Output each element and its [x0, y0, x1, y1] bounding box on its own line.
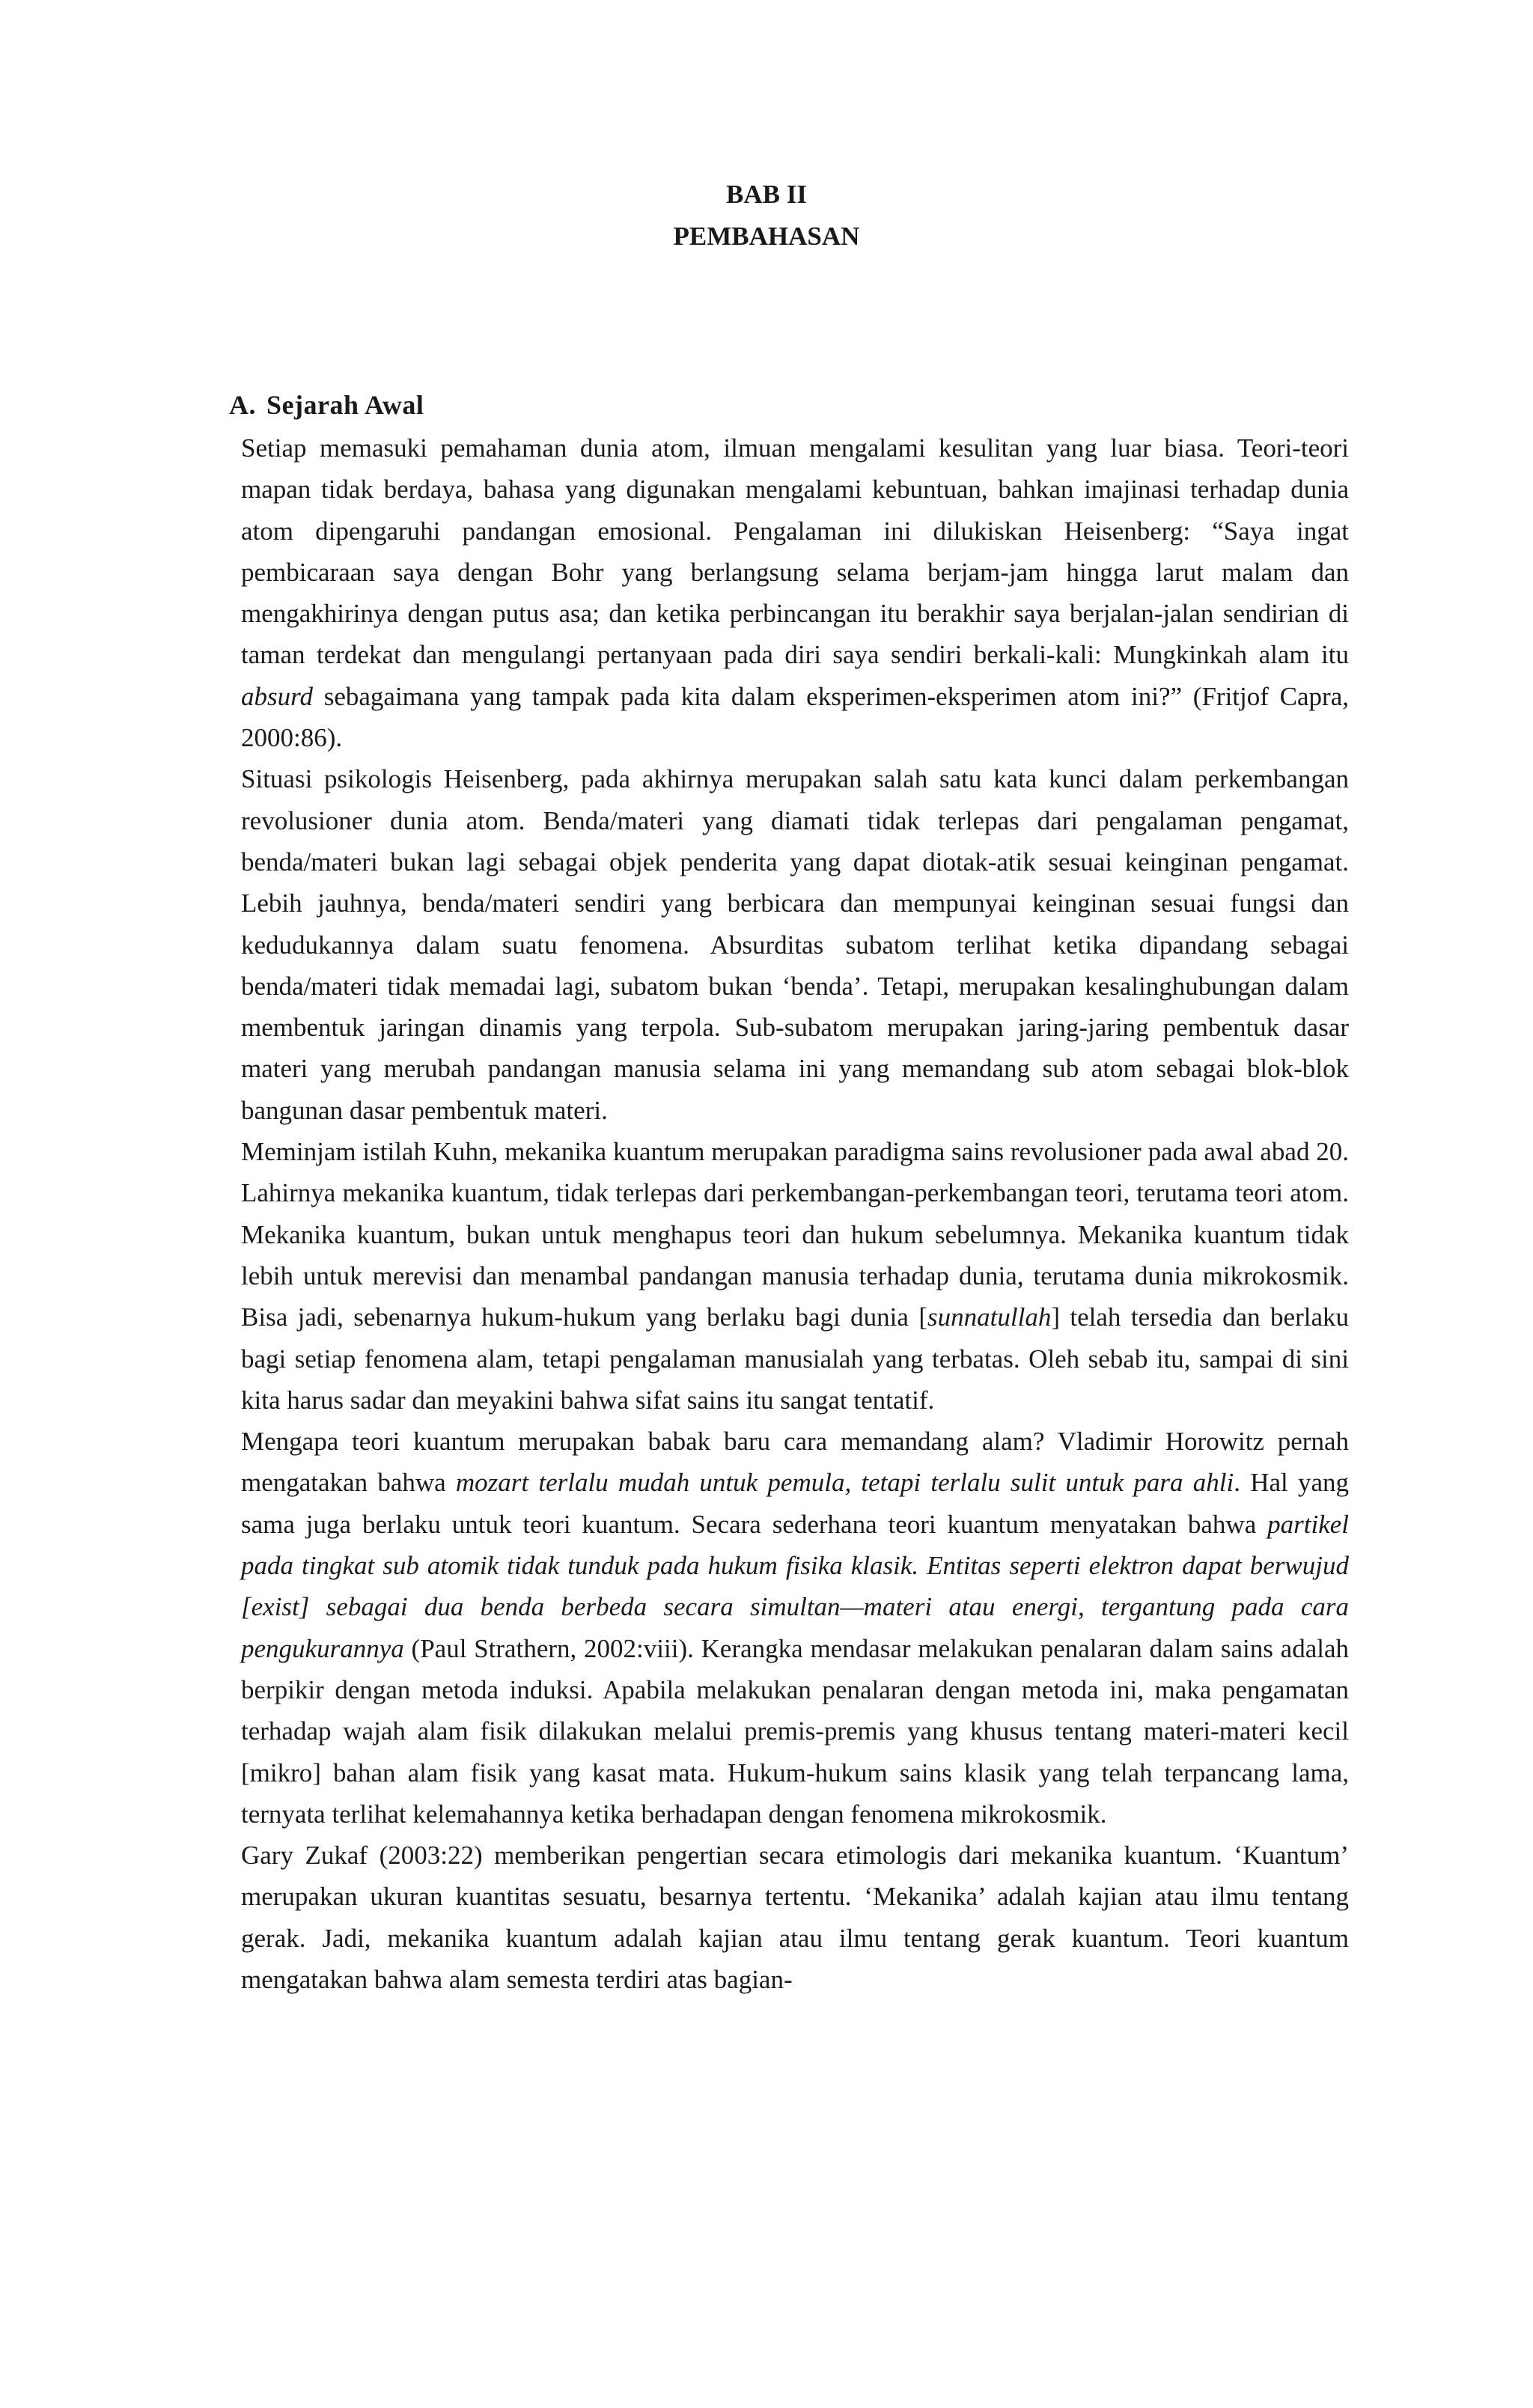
paragraph: [241, 427, 1349, 758]
paragraph-text: . Hal yang sama juga berlaku untuk teori kuantum. Secara sederhana teori kuantum menyatakan bahwa: [241, 1468, 1349, 1539]
paragraph: [241, 1131, 1349, 1421]
chapter-heading: [0, 174, 1533, 257]
section-letter: A.: [229, 390, 256, 420]
paragraph: [241, 758, 1349, 1131]
paragraph-text: Mengapa teori kuantum merupakan babak baru cara memandang alam? Vladimir Horowitz pernah mengatakan bahwa: [241, 1427, 1349, 1498]
paragraph-text: ] telah tersedia dan berlaku bagi setiap fenomena alam, tetapi pengalaman manusialah yang terbatas. Oleh sebab itu, sampai di sini kita harus sadar dan meyakini bahwa sifat sains itu sangat tentatif.: [241, 1302, 1350, 1415]
section-title: Sejarah Awal: [266, 390, 424, 420]
paragraph: [241, 1835, 1349, 2000]
chapter-title: PEMBAHASAN: [673, 222, 860, 251]
paragraph-text: (Paul Strathern, 2002:viii). Kerangka mendasar melakukan penalaran dalam sains adalah berpikir dengan metoda induksi. Apabila melakukan penalaran dengan metoda ini, maka pengamatan terhadap wajah alam fisik dilakukan melalui premis-premis yang khusus tentang materi-materi kecil [mikro] bahan alam fisik yang kasat mata. Hukum-hukum sains klasik yang telah terpancang lama, ternyata terlihat kelemahannya ketika berhadapan dengan fenomena mikrokosmik.: [241, 1633, 1349, 1829]
paragraph: [241, 1421, 1349, 1835]
paragraph-text: Situasi psikologis Heisenberg, pada akhirnya merupakan salah satu kata kunci dalam perkembangan revolusioner dunia atom. Benda/materi yang diamati tidak terlepas dari pengalaman pengamat, benda/materi bukan lagi sebagai objek penderita yang dapat diotak-atik sesuai keinginan pengamat. Lebih jauhnya, benda/materi sendiri yang berbicara dan mempunyai keinginan sesuai fungsi dan kedudukannya dalam suatu fenomena. Absurditas subatom terlihat ketika dipandang sebagai benda/materi tidak memadai lagi, subatom bukan ‘benda’. Tetapi, merupakan kesalinghubungan dalam membentuk jaringan dinamis yang terpola. Sub-subatom merupakan jaring-jaring pembentuk dasar materi yang merubah pandangan manusia selama ini yang memandang sub atom sebagai blok-blok bangunan dasar pembentuk materi.: [241, 764, 1349, 1125]
italic-text: partikel pada tingkat sub atomik tidak tunduk pada hukum fisika klasik. Entitas seperti elektron dapat berwujud [exist] sebagai dua benda berbeda secara simultan—materi atau energi, tergantung pada cara pengukurannya: [241, 1509, 1349, 1663]
paragraph-text: Gary Zukaf (2003:22) memberikan pengertian secara etimologis dari mekanika kuantum. ‘Kuantum’ merupakan ukuran kuantitas sesuatu, besarnya tertentu. ‘Mekanika’ adalah kajian atau ilmu tentang gerak. Jadi, mekanika kuantum adalah kajian atau ilmu tentang gerak kuantum. Teori kuantum mengatakan bahwa alam semesta terdiri atas bagian-: [241, 1841, 1349, 1994]
body-text: [241, 427, 1349, 2000]
italic-text: absurd: [241, 681, 313, 711]
paragraph-text: Setiap memasuki pemahaman dunia atom, ilmuan mengalami kesulitan yang luar biasa. Teori-teori mapan tidak berdaya, bahasa yang digunakan mengalami kebuntuan, bahkan imajinasi terhadap dunia atom dipengaruhi pandangan emosional. Pengalaman ini dilukiskan Heisenberg: “Saya ingat pembicaraan saya dengan Bohr yang berlangsung selama berjam-jam hingga larut malam dan mengakhirinya dengan putus asa; dan ketika perbincangan itu berakhir saya berjalan-jalan sendirian di taman terdekat dan mengulangi pertanyaan pada diri saya sendiri berkali-kali: Mungkinkah alam itu: [241, 433, 1349, 670]
paragraph-text: sebagaimana yang tampak pada kita dalam eksperimen-eksperimen atom ini?” (Fritjof Capra, 2000:86).: [241, 681, 1349, 753]
chapter-number: BAB II: [726, 180, 807, 209]
italic-text: mozart terlalu mudah untuk pemula, tetapi terlalu sulit untuk para ahli: [455, 1468, 1234, 1498]
section-heading: [229, 384, 424, 426]
italic-text: sunnatullah: [927, 1302, 1052, 1332]
paragraph-text: Meminjam istilah Kuhn, mekanika kuantum merupakan paradigma sains revolusioner pada awal abad 20. Lahirnya mekanika kuantum, tidak terlepas dari perkembangan-perkembangan teori, terutama teori atom. Mekanika kuantum, bukan untuk menghapus teori dan hukum sebelumnya. Mekanika kuantum tidak lebih untuk merevisi dan menambal pandangan manusia terhadap dunia, terutama dunia mikrokosmik. Bisa jadi, sebenarnya hukum-hukum yang berlaku bagi dunia [: [241, 1137, 1349, 1332]
